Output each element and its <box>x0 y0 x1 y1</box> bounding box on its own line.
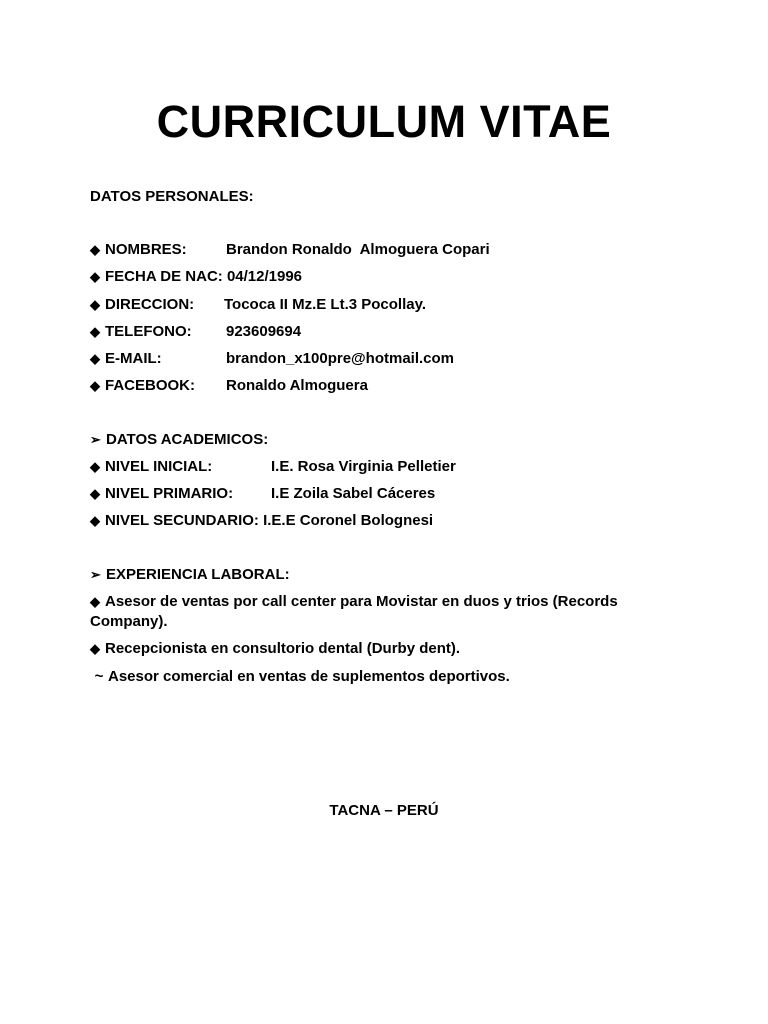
diamond-bullet-icon: ◆ <box>90 513 100 528</box>
experience-item-2 <box>90 639 460 659</box>
diamond-bullet-icon: ◆ <box>90 594 100 609</box>
experience-item-1 <box>90 592 635 632</box>
tilde-bullet-icon: ~ <box>94 668 104 685</box>
direccion-label: DIRECCION: <box>105 296 195 313</box>
inicial-label: NIVEL INICIAL: <box>105 458 213 475</box>
telefono-row <box>90 322 690 342</box>
experience-item-3-text: Asesor comercial en ventas de suplementos deportivos. <box>108 668 510 685</box>
nombres-row <box>90 240 690 260</box>
arrow-bullet-icon: ➢ <box>90 567 101 582</box>
location-footer: TACNA – PERÚ <box>329 802 439 819</box>
telefono-label: TELEFONO: <box>105 323 192 340</box>
diamond-bullet-icon: ◆ <box>90 641 100 656</box>
diamond-bullet-icon: ◆ <box>90 269 100 284</box>
email-row <box>90 349 690 369</box>
nombres-value: Brandon Ronaldo Almoguera Copari <box>226 241 490 258</box>
secundario-row <box>90 511 433 531</box>
inicial-row <box>90 457 690 477</box>
secundario-label: NIVEL SECUNDARIO: <box>105 512 259 529</box>
secundario-value: I.E.E Coronel Bolognesi <box>263 512 434 529</box>
academic-heading: DATOS ACADEMICOS: <box>106 431 269 448</box>
diamond-bullet-icon: ◆ <box>90 324 100 339</box>
diamond-bullet-icon: ◆ <box>90 242 100 257</box>
primario-label: NIVEL PRIMARIO: <box>105 485 234 502</box>
fecha-label: FECHA DE NAC: <box>105 268 223 285</box>
experience-item-1-text: Asesor de ventas por call center para Movistar en duos y trios (Records Company). <box>90 593 618 630</box>
diamond-bullet-icon: ◆ <box>90 378 100 393</box>
facebook-label: FACEBOOK: <box>105 377 195 394</box>
experience-item-3 <box>90 667 510 687</box>
diamond-bullet-icon: ◆ <box>90 297 100 312</box>
page-title: CURRICULUM VITAE <box>156 96 612 147</box>
inicial-value: I.E. Rosa Virginia Pelletier <box>271 458 456 475</box>
arrow-bullet-icon: ➢ <box>90 432 101 447</box>
experience-heading: EXPERIENCIA LABORAL: <box>106 566 290 583</box>
direccion-row <box>90 295 690 315</box>
facebook-row <box>90 376 690 396</box>
academic-heading-row <box>90 430 268 450</box>
personal-heading: DATOS PERSONALES: <box>90 188 254 205</box>
telefono-value: 923609694 <box>226 323 302 340</box>
primario-row <box>90 484 690 504</box>
diamond-bullet-icon: ◆ <box>90 351 100 366</box>
email-value: brandon_x100pre@hotmail.com <box>226 350 455 367</box>
facebook-value: Ronaldo Almoguera <box>226 377 368 394</box>
fecha-value: 04/12/1996 <box>226 268 303 285</box>
fecha-row <box>90 267 302 287</box>
diamond-bullet-icon: ◆ <box>90 486 100 501</box>
experience-heading-row <box>90 565 290 585</box>
primario-value: I.E Zoila Sabel Cáceres <box>271 485 436 502</box>
experience-item-2-text: Recepcionista en consultorio dental (Durby dent). <box>105 640 461 657</box>
email-label: E-MAIL: <box>105 350 162 367</box>
direccion-value: Tococa II Mz.E Lt.3 Pocollay. <box>224 296 426 313</box>
nombres-label: NOMBRES: <box>105 241 187 258</box>
diamond-bullet-icon: ◆ <box>90 459 100 474</box>
